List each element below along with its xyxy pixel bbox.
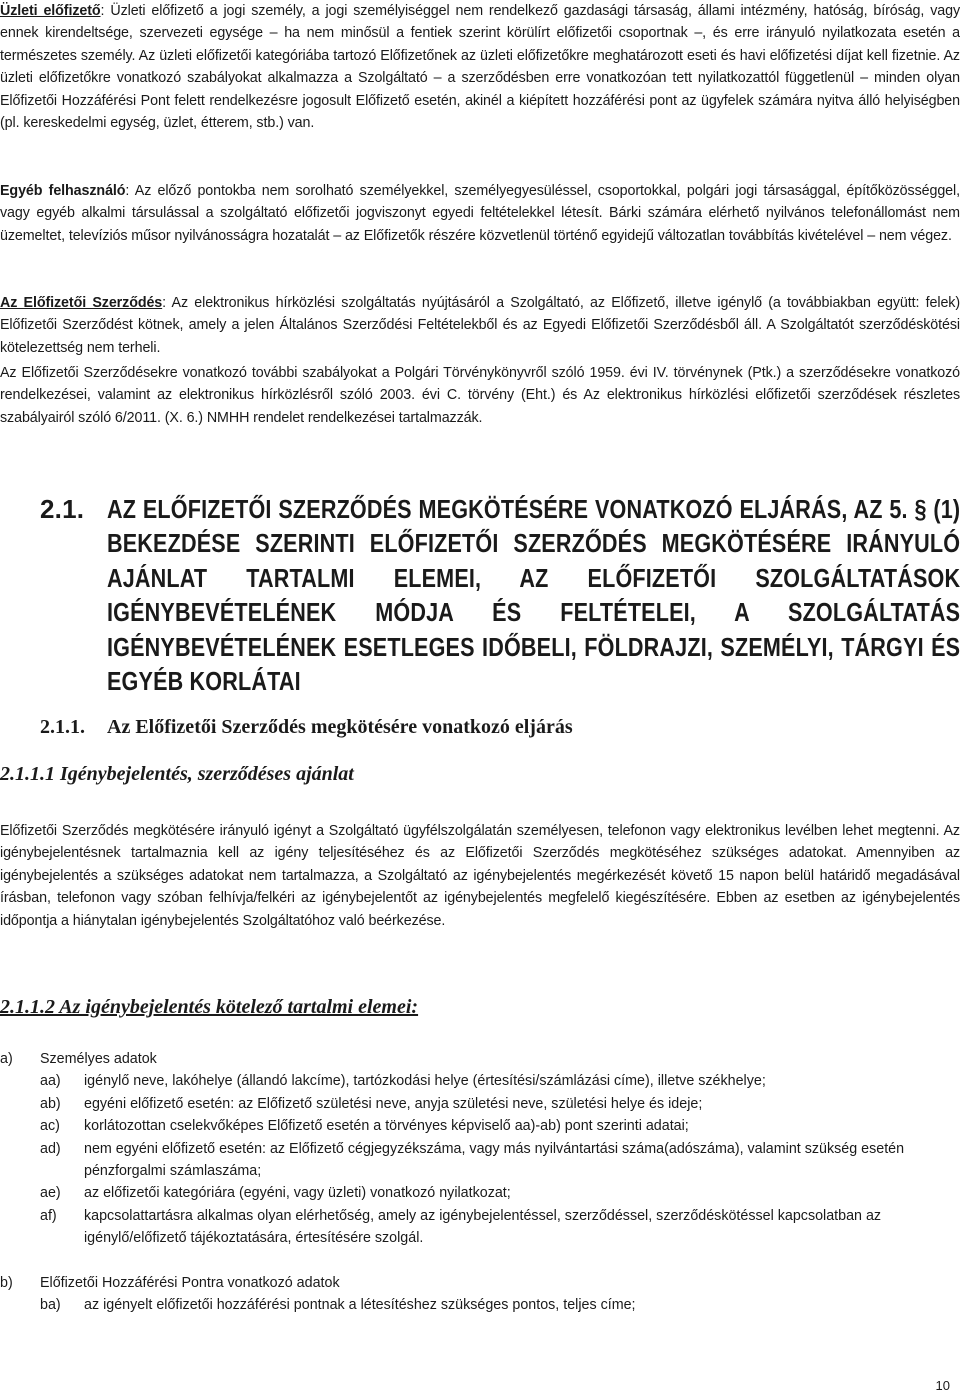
- list-marker: ba): [40, 1297, 61, 1314]
- list-marker: af): [40, 1207, 57, 1224]
- term-uzleti-elofizeto: Üzleti előfizető: [0, 3, 101, 19]
- list-text: az előfizetői kategóriára (egyéni, vagy üzleti) vonatkozó nyilatkozat;: [84, 1185, 511, 1202]
- list-label: Előfizetői Hozzáférési Pontra vonatkozó adatok: [40, 1275, 340, 1291]
- list-marker: ac): [40, 1118, 60, 1135]
- heading-2-1-1-1: 2.1.1.1 Igénybejelentés, szerződéses ajánlat: [0, 763, 354, 785]
- list-hozzaferesi-pont: [0, 1272, 960, 1317]
- list-subitem: [0, 1115, 960, 1137]
- section-title: AZ ELŐFIZETŐI SZERZŐDÉS MEGKÖTÉSÉRE VONATKOZÓ ELJÁRÁS, AZ 5. § (1) BEKEZDÉSE SZERINTI ELŐFIZETŐI SZERZŐDÉS MEGKÖTÉSÉRE IRÁNYULÓ AJÁNLAT TARTALMI ELEMEI, AZ ELŐFIZETŐI SZOLGÁLTATÁSOK IGÉNYBEVÉTELÉNEK MÓDJA ÉS FELTÉTELEI, A SZOLGÁLTATÁS IGÉNYBEVÉTELÉNEK ESETLEGES IDŐBELI, FÖLDRAJZI, SZEMÉLYI, TÁRGYI ÉS EGYÉB KORLÁTAI: [107, 494, 960, 697]
- paragraph-text: : Üzleti előfizető a jogi személy, a jogi személyiséggel nem rendelkező gazdasági társaság, állami intézmény, hatóság, bíróság, vagy ennek kirendeltsége, szervezeti egysége – ha nem minősül a fentiek szerint körülírt előfizetői csoportnak –, és erre irányuló nyilatkozata esetén a természetes személy. Az üzleti előfizetői kategóriába tartozó Előfizetőnek az üzleti előfizetőkre meghatározott eseti és havi előfizetési díjat kell fizetnie. Az üzleti előfizetőkre vonatkozó szabályokat alkalmazza a Szolgáltató – a szerződésben erre vonatkozóan tett nyilatkozattól függetlenül – minden olyan Előfizetői Hozzáférési Pont felett rendelkezésre jogosult Előfizető esetén, akinél a kiépített hozzáférési pont az ügyfelek számára nyitva álló helyiségben (pl. kereskedelmi egység, üzlet, étterem, stb.) van.: [0, 3, 960, 132]
- list-marker: ad): [40, 1140, 61, 1157]
- list-item: [0, 1272, 960, 1294]
- subsection-title: Az Előfizetői Szerződés megkötésére vonatkozó eljárás: [107, 716, 573, 738]
- list-text: igénylő neve, lakóhelye (állandó lakcíme), tartózkodási helye (értesítési/számlázási címe), illetve székhelye;: [84, 1073, 766, 1090]
- list-text: nem egyéni előfizető esetén: az Előfizető cégjegyzékszáma, vagy más nyilvántartási száma(adószáma), valamint szükség esetén pénzforgalmi számlaszáma;: [84, 1140, 905, 1180]
- list-text: korlátozottan cselekvőképes Előfizető esetén a törvényes képviselő aa)-ab) pont szerinti adatai;: [84, 1118, 689, 1135]
- paragraph-text: : Az elektronikus hírközlési szolgáltatás nyújtásáról a Szolgáltató, az Előfizető, illetve igénylő (a továbbiakban együtt: felek) Előfizetői Szerződést kötnek, amely a jelen Általános Szerződési Feltételekből és az Egyedi Előfizetői Szerződésből áll. A Szolgáltatót szerződéskötési kötelezettség nem terheli.: [0, 295, 960, 356]
- term-egyeb-felhasznalo: Egyéb felhasználó: [0, 183, 126, 199]
- paragraph-uzleti-elofizeto: [0, 0, 960, 134]
- list-marker: ab): [40, 1095, 61, 1112]
- list-text: kapcsolattartásra alkalmas olyan elérhetőség, amely az igénybejelentéssel, szerződéssel, szerződéskötéssel kapcsolatban az igénylő/előfizető tájékoztatására, értesítésére szolgál.: [84, 1207, 882, 1247]
- list-subitem: [0, 1093, 960, 1115]
- list-subitem: [0, 1070, 960, 1092]
- list-subitem: [0, 1205, 960, 1250]
- section-number: 2.1.: [40, 494, 85, 524]
- page-number: 10: [935, 1378, 950, 1393]
- list-item: [0, 1048, 960, 1070]
- list-text: az igényelt előfizetői hozzáférési pontnak a létesítéshez szükséges pontos, teljes címe;: [84, 1297, 636, 1314]
- list-subitem: [0, 1294, 960, 1316]
- list-marker: aa): [40, 1073, 61, 1090]
- list-text: egyéni előfizető esetén: az Előfizető születési neve, anyja születési neve, születési helye és ideje;: [84, 1095, 703, 1112]
- list-subitem: [0, 1138, 960, 1183]
- term-elofizetoi-szerzodes: Az Előfizetői Szerződés: [0, 295, 163, 311]
- list-marker: ae): [40, 1185, 61, 1202]
- paragraph-text: : Az előző pontokba nem sorolható személyekkel, személyegyesüléssel, csoportokkal, polgári jogi társasággal, építőközösséggel, vagy egyéb alkalmi társulással a szolgáltató előfizetői jogviszonyt egyedi feltételekkel létesít. Bárki számára elérhető nyilvános telefonállomást nem üzemeltet, televíziós műsor nyilvánosságra hozatalát – az Előfizetők részére közvetlenül történő egyidejű változatlan továbbítás kivételével – nem végez.: [0, 183, 960, 244]
- heading-2-1-1-2: 2.1.1.2 Az igénybejelentés kötelező tartalmi elemei:: [0, 996, 419, 1018]
- paragraph-egyeb-felhasznalo: [0, 180, 960, 247]
- list-marker: b): [0, 1275, 13, 1291]
- list-subitem: [0, 1182, 960, 1204]
- list-marker: a): [0, 1051, 13, 1067]
- paragraph-igenybejelentes: Előfizetői Szerződés megkötésére irányuló igényt a Szolgáltató ügyfélszolgálatán személyesen, telefonon vagy elektronikus levélben lehet megtenni. Az igénybejelentésnek tartalmaznia kell az igény teljesítéséhez és az Előfizetői Szerződés megkötéséhez szükséges adatokat. Amennyiben az igénybejelentés a szükséges adatokat nem tartalmazza, a Szolgáltató az igénybejelentés megérkezését követő 15 napon belül határidő megadásával írásban, telefonon vagy szóban felhívja/felkéri az igénybejelentőt az igénybejelentés megfelelő kiegészítésére. Ebben az esetben az igénybejelentés időpontja a hiánytalan igénybejelentés Szolgáltatóhoz való beérkezése.: [0, 823, 960, 929]
- paragraph-elofizetoi-szerzodes: [0, 292, 960, 359]
- list-szemelyes-adatok: [0, 1048, 960, 1250]
- paragraph-tovabbi-szabalyok: Az Előfizetői Szerződésekre vonatkozó további szabályokat a Polgári Törvénykönyvről szóló 1959. évi IV. törvénynek (Ptk.) a szerződésekre vonatkozó rendelkezései, valamint az elektronikus hírközlésről szóló 2003. évi C. törvény (Eht.) és Az elektronikus hírközlési előfizetői szerződések részletes szabályairól szóló 6/2011. (X. 6.) NMHH rendelet rendelkezései tartalmazzák.: [0, 365, 960, 426]
- list-label: Személyes adatok: [40, 1051, 157, 1067]
- subsection-number: 2.1.1.: [40, 716, 85, 738]
